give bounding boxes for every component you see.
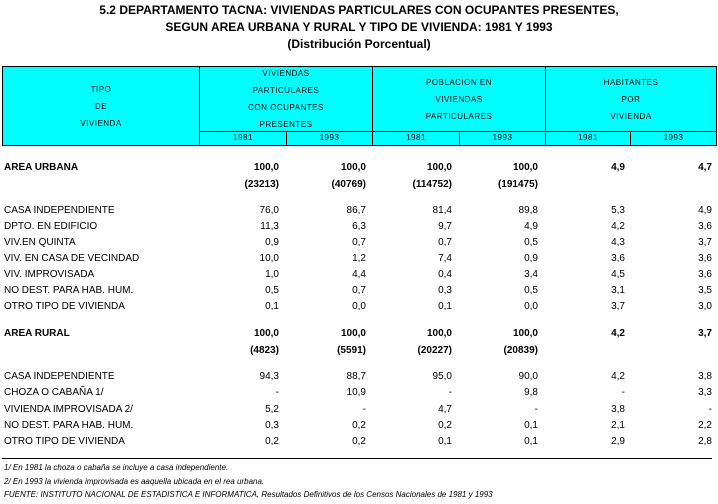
row-value: 0,1 <box>438 436 452 447</box>
row-value: (40769) <box>331 179 366 190</box>
row-label: OTRO TIPO DE VIVIENDA <box>4 301 125 312</box>
row-value: 10,9 <box>346 387 366 398</box>
row-value: 4,7 <box>438 404 452 415</box>
row-value: 0,2 <box>352 436 366 447</box>
header-g2-line: PARTICULARES <box>425 111 493 121</box>
row-value: 4,3 <box>611 237 625 248</box>
row-label: CHOZA O CABAÑA 1/ <box>4 387 104 398</box>
table-row <box>0 251 718 267</box>
row-value: 81,4 <box>432 205 452 216</box>
row-value: 100,0 <box>340 328 366 339</box>
row-value: 90,0 <box>518 371 538 382</box>
table-row <box>0 267 718 283</box>
row-value: 11,3 <box>260 221 279 232</box>
row-label: AREA RURAL <box>4 328 70 339</box>
year-1981: 1981 <box>233 133 253 142</box>
row-value: 0,3 <box>438 285 452 296</box>
row-value: 100,0 <box>426 162 452 173</box>
row-value: 4,7 <box>698 162 712 173</box>
row-value: 3,7 <box>698 237 712 248</box>
row-value: (5591) <box>337 345 366 356</box>
header-tipo-vivienda <box>3 67 199 145</box>
source-note: FUENTE: INSTITUTO NACIONAL DE ESTADISTICA E INFORMATICA, Resultados Definitivos de los Censos Nacionales de 1981 y 1993 <box>4 490 493 499</box>
row-value: - <box>708 404 712 415</box>
table-row <box>0 418 718 434</box>
row-label: DPTO. EN EDIFICIO <box>4 221 98 232</box>
year-1981: 1981 <box>406 133 426 142</box>
row-value: 9,7 <box>438 221 452 232</box>
table-row <box>0 283 718 299</box>
row-value: 3,6 <box>698 253 712 264</box>
table-row <box>0 160 718 176</box>
header-g1-line: CON OCUPANTES <box>248 103 324 112</box>
footnote-2: 2/ En 1993 la vivienda improvisada es aaquella ubicada en el rea urbana. <box>4 477 265 486</box>
row-value: 3,6 <box>698 221 712 232</box>
row-value: 7,4 <box>438 253 452 264</box>
row-value: 76,0 <box>259 205 279 216</box>
header-g3-line: HABITANTES <box>603 77 659 87</box>
table-row <box>0 402 718 418</box>
row-value: 3,0 <box>698 301 712 312</box>
header-g2-line: POBLACION EN <box>425 77 492 87</box>
row-value: 6,3 <box>352 221 366 232</box>
row-value: 2,1 <box>611 420 625 431</box>
row-value: 1,2 <box>352 253 366 264</box>
row-value: 0,7 <box>352 285 366 296</box>
row-value: 100,0 <box>340 162 366 173</box>
footnote-divider <box>2 458 712 459</box>
row-value: 3,7 <box>611 301 625 312</box>
row-value: 0,2 <box>438 420 452 431</box>
row-value: 0,7 <box>438 237 452 248</box>
row-value: 100,0 <box>512 328 538 339</box>
row-value: 5,3 <box>611 205 625 216</box>
row-value: 4,4 <box>352 269 366 280</box>
year-1981: 1981 <box>578 133 598 142</box>
table-row <box>0 385 718 401</box>
row-value: 5,2 <box>265 404 279 415</box>
row-value: 0,9 <box>265 237 279 248</box>
header-de-line: DE <box>94 101 108 111</box>
row-value: 4,5 <box>611 269 625 280</box>
row-value: 0,2 <box>265 436 279 447</box>
header-poblacion <box>373 67 545 131</box>
row-value: (114752) <box>412 179 452 190</box>
row-value: 0,1 <box>524 420 538 431</box>
row-label: CASA INDEPENDIENTE <box>4 371 115 382</box>
row-value: 1,0 <box>265 269 279 280</box>
year-1993: 1993 <box>319 133 340 142</box>
row-value: 3,8 <box>698 371 712 382</box>
row-value: 2,8 <box>698 436 712 447</box>
row-value: 4,9 <box>698 205 712 216</box>
table-row <box>0 235 718 251</box>
row-value: 3,5 <box>698 285 712 296</box>
row-value: 0,1 <box>438 301 452 312</box>
row-value: 4,9 <box>524 221 538 232</box>
row-value: - <box>362 404 366 415</box>
header-tipo-line: TIPO <box>90 84 112 94</box>
header-g1-line: PARTICULARES <box>252 86 320 95</box>
row-value: (4823) <box>250 345 279 356</box>
row-value: 0,2 <box>352 420 366 431</box>
header-g3-line: POR <box>621 94 641 104</box>
row-label: AREA URBANA <box>4 162 79 173</box>
row-value: 0,7 <box>352 237 366 248</box>
table-title-line-2: SEGUN AREA URBANA Y RURAL Y TIPO DE VIVIENDA: 1981 Y 1993 <box>165 20 553 34</box>
row-label: VIVIENDA IMPROVISADA 2/ <box>4 404 133 415</box>
row-value: 3,6 <box>698 269 712 280</box>
row-value: (20839) <box>503 345 538 356</box>
row-value: 100,0 <box>426 328 452 339</box>
row-value: 0,0 <box>352 301 366 312</box>
row-value: 0,1 <box>524 436 538 447</box>
row-label: VIV.EN QUINTA <box>4 237 76 248</box>
row-value: 100,0 <box>253 328 279 339</box>
header-g2-line: VIVIENDAS <box>435 94 483 104</box>
table-row <box>0 219 718 235</box>
header-g3-line: VIVIENDA <box>610 111 652 121</box>
row-value: 0,0 <box>524 301 538 312</box>
header-vivienda-line: VIVIENDA <box>80 118 122 128</box>
row-value: - <box>534 404 538 415</box>
row-value: 10,0 <box>259 253 279 264</box>
row-value: 4,2 <box>611 221 625 232</box>
row-value: 9,8 <box>524 387 538 398</box>
row-label: NO DEST. PARA HAB. HUM. <box>4 285 134 296</box>
table-row <box>0 177 718 193</box>
year-1993: 1993 <box>663 133 684 142</box>
row-label: NO DEST. PARA HAB. HUM. <box>4 420 134 431</box>
row-value: 2,2 <box>698 420 712 431</box>
row-value: 3,4 <box>524 269 538 280</box>
row-value: 94,3 <box>259 371 279 382</box>
row-value: 88,7 <box>346 371 366 382</box>
row-value: 3,3 <box>698 387 712 398</box>
row-value: 4,2 <box>611 371 625 382</box>
header-g1-line: PRESENTES <box>259 120 313 129</box>
row-value: 0,5 <box>524 285 538 296</box>
row-value: - <box>621 387 625 398</box>
row-value: 0,3 <box>265 420 279 431</box>
header-viviendas-particulares <box>200 67 372 131</box>
table-row <box>0 326 718 342</box>
row-value: 3,7 <box>698 328 712 339</box>
row-value: 0,1 <box>265 301 279 312</box>
row-value: (20227) <box>417 345 452 356</box>
row-value: - <box>448 387 452 398</box>
table-row <box>0 343 718 359</box>
row-value: 0,5 <box>265 285 279 296</box>
row-value: 3,8 <box>611 404 625 415</box>
row-value: 0,4 <box>438 269 452 280</box>
row-value: 0,5 <box>524 237 538 248</box>
row-label: OTRO TIPO DE VIVIENDA <box>4 436 125 447</box>
row-value: 95,0 <box>432 371 452 382</box>
row-value: 100,0 <box>253 162 279 173</box>
row-value: 0,9 <box>524 253 538 264</box>
table-row <box>0 203 718 219</box>
row-value: 2,9 <box>611 436 625 447</box>
row-label: VIV. IMPROVISADA <box>4 269 95 280</box>
table-row <box>0 369 718 385</box>
row-label: VIV. EN CASA DE VECINDAD <box>4 253 140 264</box>
footnote-1: 1/ En 1981 la choza o cabaña se incluye a casa independiente. <box>4 463 229 472</box>
row-value: - <box>275 387 279 398</box>
table-title-line-1: 5.2 DEPARTAMENTO TACNA: VIVIENDAS PARTICULARES CON OCUPANTES PRESENTES, <box>99 3 619 17</box>
table-subtitle: (Distribución Porcentual) <box>287 37 431 51</box>
header-g1-line: VIVIENDAS <box>262 69 310 78</box>
row-value: 3,1 <box>611 285 625 296</box>
row-value: (191475) <box>497 179 538 190</box>
header-habitantes <box>546 67 716 131</box>
year-1993: 1993 <box>492 133 513 142</box>
row-value: 4,9 <box>611 162 625 173</box>
row-value: 3,6 <box>611 253 625 264</box>
row-value: 89,8 <box>518 205 538 216</box>
row-value: (23213) <box>244 179 279 190</box>
row-value: 86,7 <box>346 205 366 216</box>
row-label: CASA INDEPENDIENTE <box>4 205 115 216</box>
row-value: 100,0 <box>512 162 538 173</box>
row-value: 4,2 <box>611 328 625 339</box>
table-header <box>2 66 717 146</box>
table-row <box>0 434 718 450</box>
table-row <box>0 299 718 315</box>
